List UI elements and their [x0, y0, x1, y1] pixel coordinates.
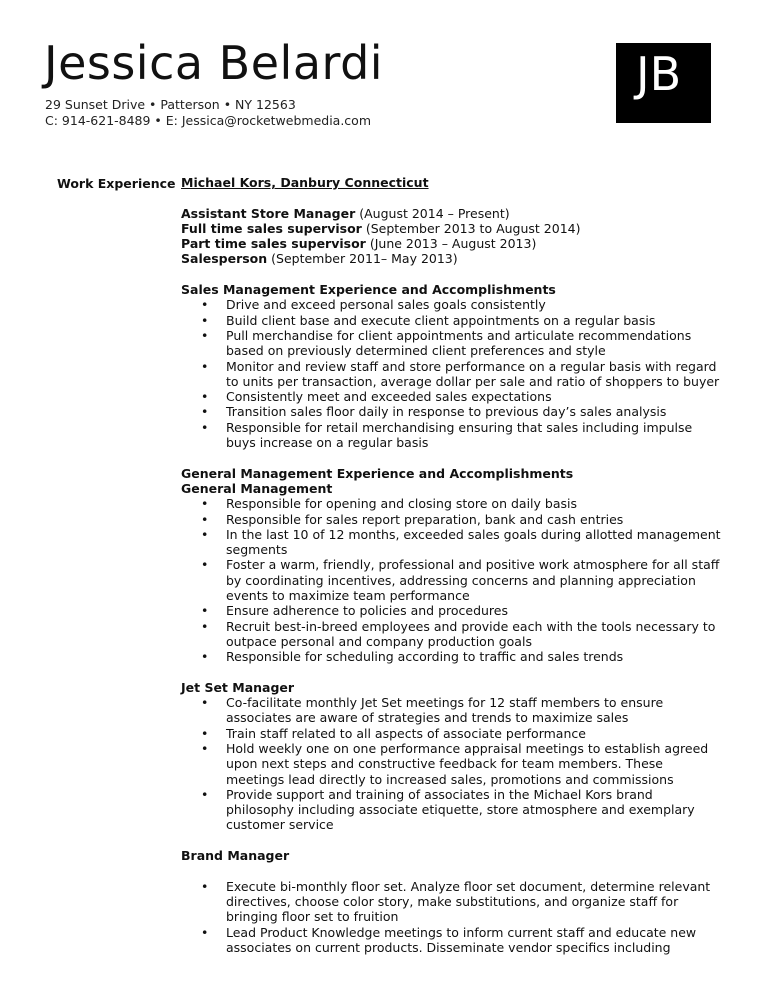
role-item [181, 221, 721, 236]
role-title: Assistant Store Manager [181, 205, 356, 221]
candidate-name: Jessica Belardi [44, 36, 384, 90]
list-item: • In the last 10 of 12 months, exceeded sales goals during allotted management segments [181, 527, 721, 558]
general-heading: General Management Experience and Accomplishments [181, 465, 574, 481]
list-item: • Responsible for sales report preparation, bank and cash entries [181, 512, 721, 527]
list-item: • Pull merchandise for client appointments and articulate recommendations based on previously determined client preferences and style [181, 328, 721, 359]
section-label-work-experience: Work Experience [57, 176, 176, 191]
list-item: • Responsible for scheduling according to traffic and sales trends [181, 649, 721, 664]
list-item: • Transition sales floor daily in response to previous day’s sales analysis [181, 404, 721, 419]
list-item: • Ensure adherence to policies and procedures [181, 603, 721, 618]
role-title: Salesperson [181, 251, 268, 267]
monogram-text: JB [636, 47, 682, 101]
role-title: Full time sales supervisor [181, 220, 362, 236]
contact-line: C: 914-621-8489 • E: Jessica@rocketwebmedia.com [45, 113, 371, 128]
sales-heading: Sales Management Experience and Accomplishments [181, 282, 556, 298]
general-list [181, 496, 721, 664]
jetset-heading: Jet Set Manager [181, 679, 295, 695]
role-item [181, 206, 721, 221]
list-item: • Recruit best-in-breed employees and provide each with the tools necessary to outpace personal and company production goals [181, 619, 721, 650]
address-line: 29 Sunset Drive • Patterson • NY 12563 [45, 97, 296, 112]
general-subheading: General Management [181, 480, 333, 496]
brand-heading: Brand Manager [181, 848, 290, 864]
role-dates: (June 2013 – August 2013) [365, 236, 537, 252]
role-dates: (August 2014 – Present) [355, 205, 510, 221]
list-item: • Drive and exceed personal sales goals consistently [181, 297, 721, 312]
employer: Michael Kors, Danbury Connecticut [181, 175, 429, 190]
role-dates: (September 2011– May 2013) [267, 251, 458, 267]
list-item: • Foster a warm, friendly, professional and positive work atmosphere for all staff by coordinating incentives, addressing concerns and planning appreciation events to maximize team performance [181, 557, 721, 603]
list-item: • Consistently meet and exceeded sales expectations [181, 389, 721, 404]
list-item: • Train staff related to all aspects of associate performance [181, 726, 721, 741]
role-item [181, 236, 721, 251]
list-item: • Build client base and execute client appointments on a regular basis [181, 313, 721, 328]
list-item: • Hold weekly one on one performance appraisal meetings to establish agreed upon next steps and constructive feedback for team members. These meetings lead directly to increased sales, promotions and commissions [181, 741, 721, 787]
list-item: • Co-facilitate monthly Jet Set meetings for 12 staff members to ensure associates are aware of strategies and trends to maximize sales [181, 695, 721, 726]
brand-list [181, 879, 721, 955]
work-experience-content [181, 175, 721, 955]
role-dates: (September 2013 to August 2014) [361, 220, 581, 236]
jetset-list [181, 695, 721, 833]
list-item: • Monitor and review staff and store performance on a regular basis with regard to units per transaction, average dollar per sale and ratio of shoppers to buyer [181, 359, 721, 390]
list-item: • Lead Product Knowledge meetings to inform current staff and educate new associates on current products. Disseminate vendor specifics including [181, 925, 721, 956]
role-item [181, 251, 721, 266]
list-item: • Execute bi-monthly floor set. Analyze floor set document, determine relevant directives, choose color story, make substitutions, and organize staff for bringing floor set to fruition [181, 879, 721, 925]
list-item: • Provide support and training of associates in the Michael Kors brand philosophy including associate etiquette, store atmosphere and exemplary customer service [181, 787, 721, 833]
roles-list [181, 206, 721, 267]
monogram-logo [616, 43, 711, 123]
role-title: Part time sales supervisor [181, 236, 366, 252]
sales-list [181, 297, 721, 450]
list-item: • Responsible for opening and closing store on daily basis [181, 496, 721, 511]
list-item: • Responsible for retail merchandising ensuring that sales including impulse buys increase on a regular basis [181, 420, 721, 451]
